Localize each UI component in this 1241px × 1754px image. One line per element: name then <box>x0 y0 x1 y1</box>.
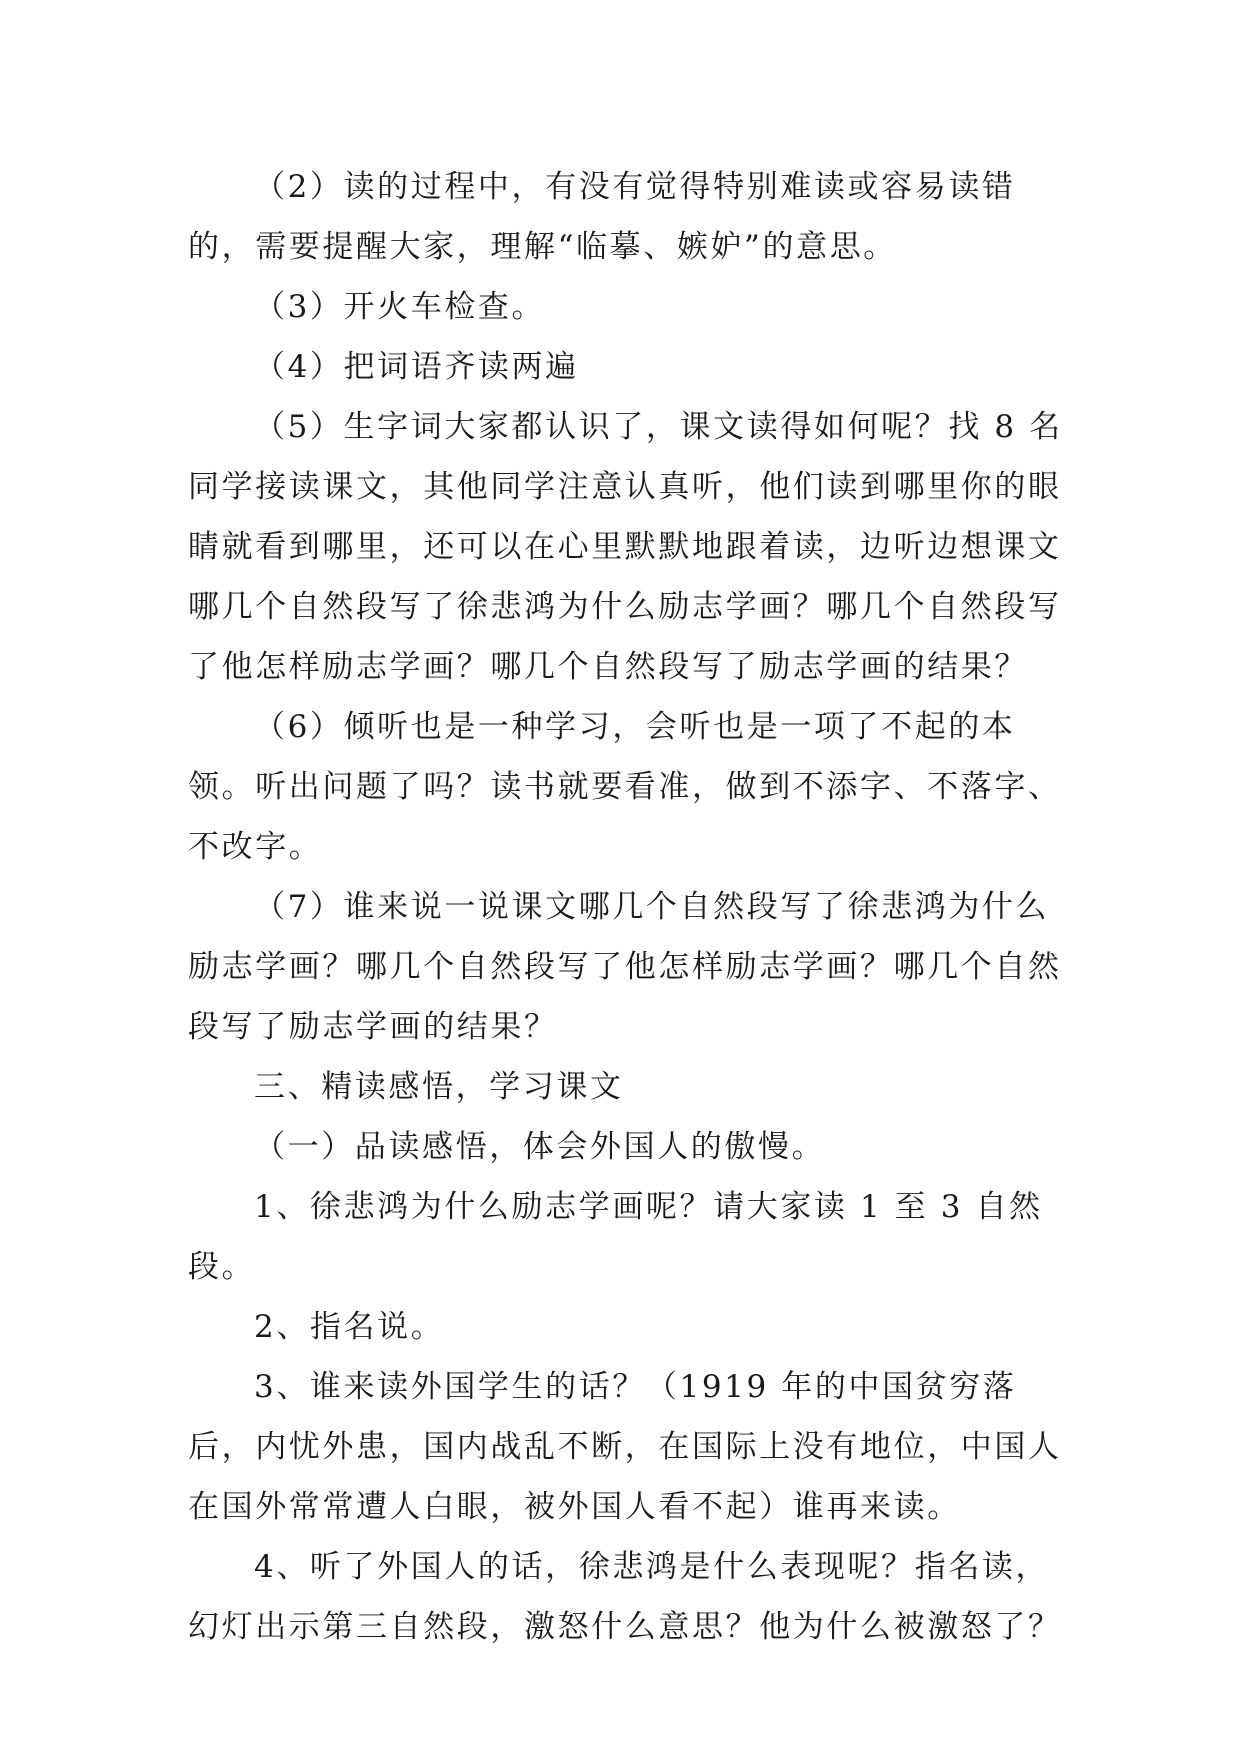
subsection-heading-1: （一）品读感悟，体会外国人的傲慢。 <box>254 1129 826 1165</box>
paragraph-step-7: （7）谁来说一说课文哪几个自然段写了徐悲鸿为什么励志学画？哪几个自然段写了他怎样励志学画？哪几个自然段写了励志学画的结果？ <box>188 889 1062 1045</box>
paragraph-step-4: （4）把词语齐读两遍 <box>254 349 579 385</box>
paragraph-item-2: 2、指名说。 <box>254 1309 445 1345</box>
paragraph-step-5: （5）生字词大家都认识了，课文读得如何呢？找 8 名同学接读课文，其他同学注意认真听，他们读到哪里你的眼睛就看到哪里，还可以在心里默默地跟着读，边听边想课文哪几个自然段写了徐悲鸿为什么励志学画？哪几个自然段写了他怎样励志学画？哪几个自然段写了励志学画的结果？ <box>188 409 1063 685</box>
paragraph-item-3: 3、谁来读外国学生的话？（1919 年的中国贫穷落后，内忧外患，国内战乱不断，在国际上没有地位，中国人在国外常常遭人白眼，被外国人看不起）谁再来读。 <box>188 1369 1062 1525</box>
document-body <box>188 157 1078 1657</box>
paragraph-step-3: （3）开火车检查。 <box>254 289 546 325</box>
paragraph-step-6: （6）倾听也是一种学习，会听也是一项了不起的本领。听出问题了吗？读书就要看准，做到不添字、不落字、不改字。 <box>188 709 1062 865</box>
paragraph-item-1: 1、徐悲鸿为什么励志学画呢？请大家读 1 至 3 自然段。 <box>188 1189 1043 1285</box>
section-heading-3: 三、精读感悟，学习课文 <box>254 1069 624 1105</box>
paragraph-item-4: 4、听了外国人的话，徐悲鸿是什么表现呢？指名读，幻灯出示第三自然段，激怒什么意思？他为什么被激怒了？ <box>188 1549 1062 1645</box>
paragraph-step-2: （2）读的过程中，有没有觉得特别难读或容易读错的，需要提醒大家，理解“临摹、嫉妒”的意思。 <box>188 169 1016 265</box>
